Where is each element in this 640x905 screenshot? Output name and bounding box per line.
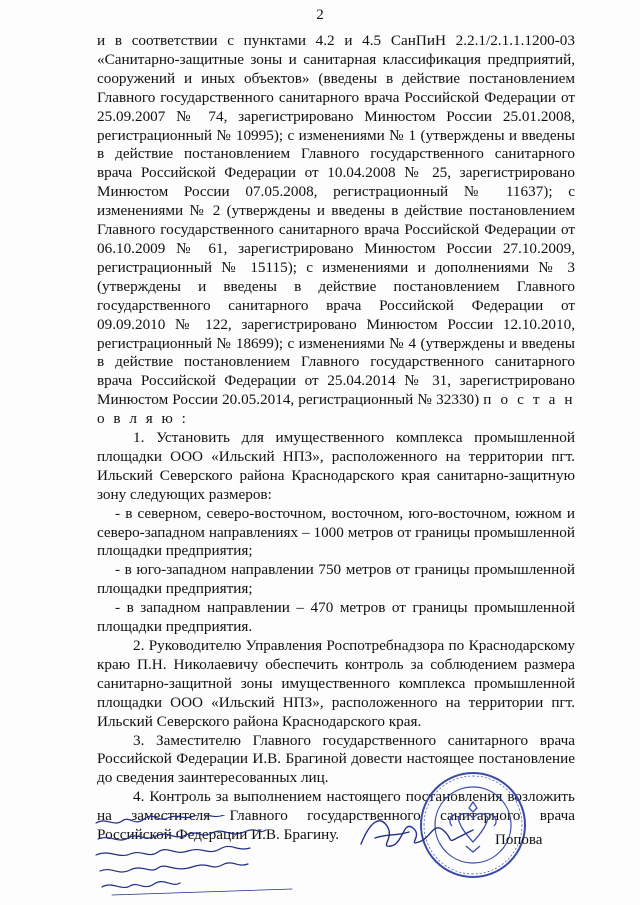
- clause-1-item-c: - в западном направлении – 470 метров от границы промышленной площадки предприятия.: [97, 599, 575, 636]
- clause-3: 3. Заместителю Главного государственного санитарного врача Российской Федерации И.В. Брагиной довести настоящее постановление до сведения заинтересованных лиц.: [97, 731, 575, 787]
- page-number: 2: [316, 7, 324, 23]
- resolve-word: п о с т а н о в л я ю :: [97, 391, 576, 428]
- preamble-text: и в соответствии с пунктами 4.2 и 4.5 СанПиН 2.2.1/2.1.1.1200-03 «Санитарно-защитные зоны и санитарная классификация предприятий, сооружений и иных объектов» (введены в действие постановлением Главного государственного санитарного врача Российской Федерации от 25.09.2007 № 74, зарегистрировано Минюстом России 25.01.2008, регистрационный № 10995); с изменениями № 1 (утверждены и введены в действие постановлением Главного государственного санитарного врача Российской Федерации от 10.04.2008 № 25, зарегистрировано Минюстом России 07.05.2008, регистрационный № 11637); с изменениями № 2 (утверждены и введены в действие постановлением Главного государственного санитарного врача Российской Федерации от 06.10.2009 № 61, зарегистрировано Минюстом России 27.10.2009, регистрационный № 15115); с изменениями и дополнениями № 3 (утверждены и введены в действие постановлением Главного государственного санитарного врача Российской Федерации от 09.09.2010 № 122, зарегистрировано Минюстом России 12.10.2010, регистрационный № 18699); с изменениями № 4 (утверждены и введены в действие постановлением Главного государственного санитарного врача Российской Федерации от 25.04.2014 № 31, зарегистрировано Минюстом России 20.05.2014, регистрационный № 32330): [97, 32, 575, 409]
- clause-1-item-b: - в юго-западном направлении 750 метров от границы промышленной площадки предприятия;: [97, 561, 575, 598]
- handwritten-note: [92, 815, 332, 903]
- clause-4: 4. Контроль за выполнением настоящего постановления возложить на заместителя Главного государственного санитарного врача Российской Федерации И.В. Брагину.: [97, 788, 575, 844]
- clause-1-item-a: - в северном, северо-восточном, восточном, юго-восточном, южном и северо-западном направлениях – 1000 метров от границы промышленной площадки предприятия;: [97, 504, 575, 560]
- clause-2: 2. Руководителю Управления Роспотребнадзора по Краснодарскому краю П.Н. Николаевичу обеспечить контроль за соблюдением размера санитарно-защитной зоны имущественного комплекса промышленной площадки ООО «Ильский НПЗ», расположенного на территории пгт. Ильский Северского района Краснодарского края.: [97, 637, 575, 730]
- signature-name: Попова: [495, 832, 543, 848]
- preamble-paragraph: [97, 32, 575, 429]
- signature: [355, 808, 475, 858]
- clause-1: 1. Установить для имущественного комплекса промышленной площадки ООО «Ильский НПЗ», расположенного на территории пгт. Ильский Северского района Краснодарского края санитарно-защитную зону следующих размеров:: [97, 429, 575, 503]
- document-body: [97, 32, 575, 845]
